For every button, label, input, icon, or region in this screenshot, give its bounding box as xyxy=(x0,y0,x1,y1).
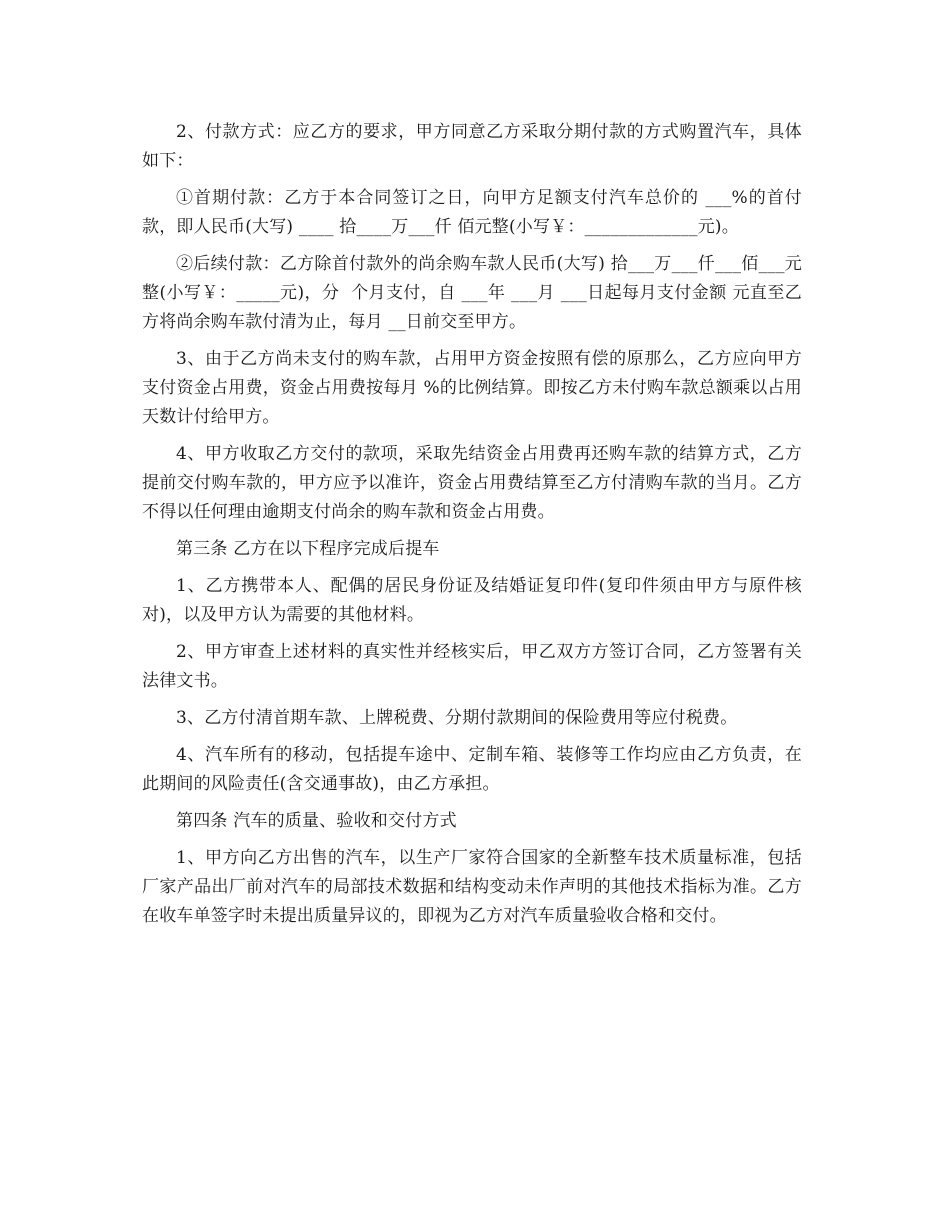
document-body xyxy=(142,118,802,939)
section-heading-article-4: 第四条 汽车的质量、验收和交付方式 xyxy=(176,811,457,831)
paragraph-fund-occupation-fee: 3、由于乙方尚未支付的购车款，占用甲方资金按照有偿的原那么，乙方应向甲方支付资金占用费，资金占用费按每月 %的比例结算。即按乙方未付购车款总额乘以占用天数计付给甲方。 xyxy=(142,349,802,427)
paragraph-subsequent-payment: ②后续付款：乙方除首付款外的尚余购车款人民币(大写) 拾___万___仟___佰___元整(小写￥：_____元)，分 个月支付，自 ___年 ___月 ___日起每月支付金额 元直至乙方将尚余购车款付清为止，每月 __日前交至甲方。 xyxy=(142,254,802,332)
paragraph-taxes-fees: 3、乙方付清首期车款、上牌税费、分期付款期间的保险费用等应付税费。 xyxy=(176,708,738,728)
paragraph-vehicle-movement: 4、汽车所有的移动，包括提车途中、定制车箱、装修等工作均应由乙方负责，在此期间的风险责任(含交通事故)，由乙方承担。 xyxy=(142,745,802,794)
paragraph-payment-method: 2、付款方式：应乙方的要求，甲方同意乙方采取分期付款的方式购置汽车，具体如下： xyxy=(142,122,802,171)
paragraph-settlement-method: 4、甲方收取乙方交付的款项，采取先结资金占用费再还购车款的结算方式，乙方提前交付购车款的，甲方应予以准许，资金占用费结算至乙方付清购车款的当月。乙方不得以任何理由逾期支付尚余的购车款和资金占用费。 xyxy=(142,444,802,522)
paragraph-contract-signing: 2、甲方审查上述材料的真实性并经核实后，甲乙双方方签订合同，乙方签署有关法律文书。 xyxy=(142,642,802,691)
paragraph-down-payment: ①首期付款：乙方于本合同签订之日，向甲方足额支付汽车总价的 ___%的首付款，即人民币(大写) ____ 拾____万___仟 佰元整(小写￥：_____________元)。 xyxy=(142,188,802,237)
paragraph-quality-standard: 1、甲方向乙方出售的汽车，以生产厂家符合国家的全新整车技术质量标准，包括厂家产品出厂前对汽车的局部技术数据和结构变动未作声明的其他技术指标为准。乙方在收车单签字时未提出质量异议的，即视为乙方对汽车质量验收合格和交付。 xyxy=(142,848,802,926)
section-heading-article-3: 第三条 乙方在以下程序完成后提车 xyxy=(176,539,440,559)
paragraph-identity-documents: 1、乙方携带本人、配偶的居民身份证及结婚证复印件(复印件须由甲方与原件核对)，以及甲方认为需要的其他材料。 xyxy=(142,576,802,625)
